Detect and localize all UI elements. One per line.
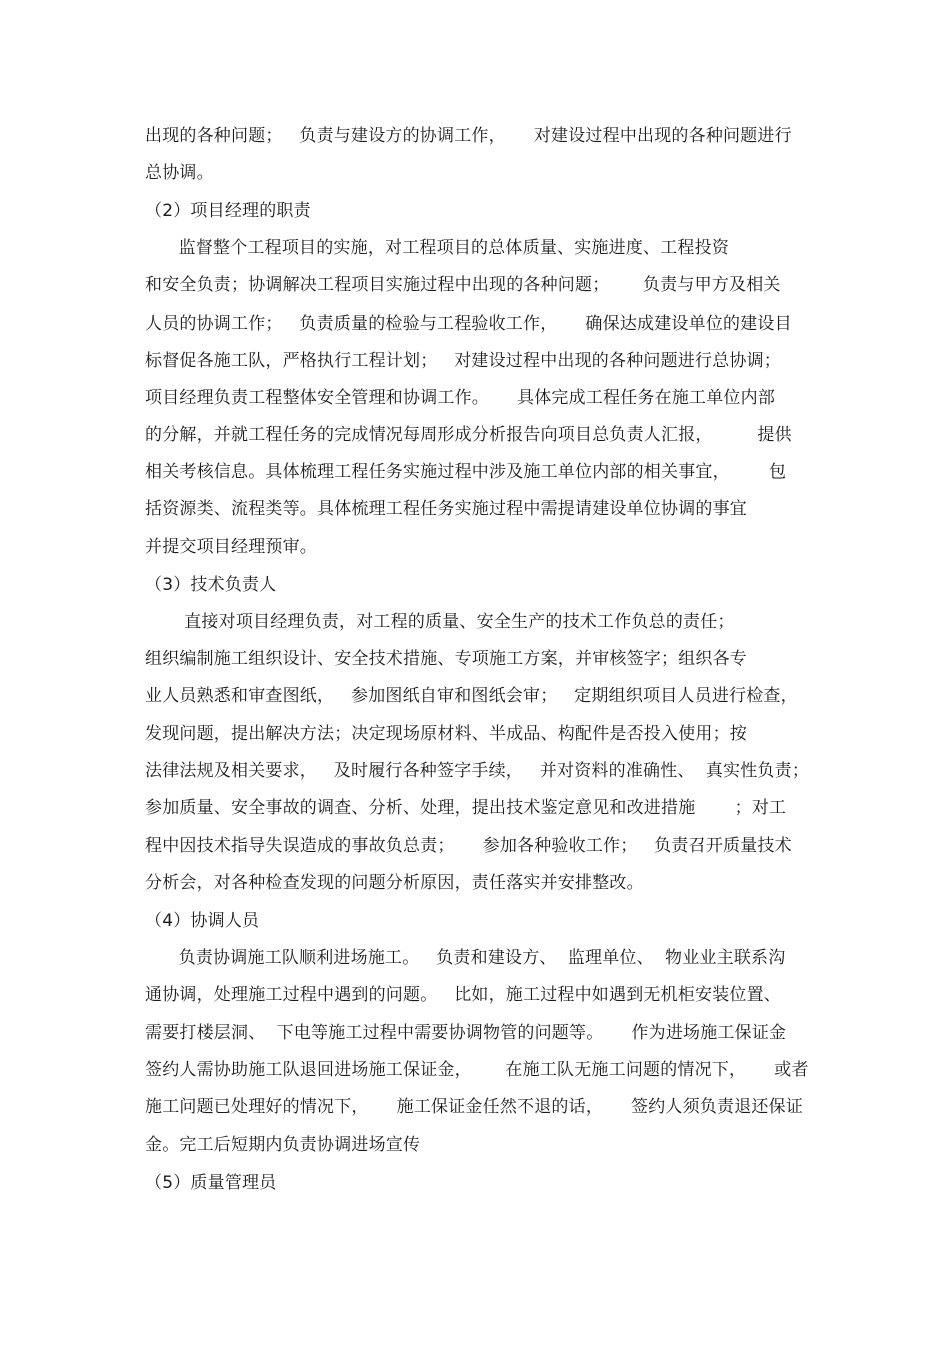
- section-heading: （3）技术负责人: [145, 575, 277, 595]
- paragraph-line: 分析会，对各种检查发现的问题分析原因，责任落实并安排整改。: [145, 873, 644, 893]
- paragraph-line: 发现问题，提出解决方法；决定现场原材料、半成品、构配件是否投入使用；按: [145, 724, 747, 744]
- paragraph-line: 直接对项目经理负责，对工程的质量、安全生产的技术工作负总的责任；: [145, 612, 735, 632]
- paragraph-line: 程中因技术指导失误造成的事故负总责； 参加各种验收工作； 负责召开质量技术: [145, 836, 792, 856]
- paragraph-line: 人员的协调工作； 负责质量的检验与工程验收工作， 确保达成建设单位的建设目: [145, 314, 792, 334]
- paragraph-line: 需要打楼层洞、 下电等施工过程中需要协调物管的问题等。 作为进场施工保证金: [145, 1023, 787, 1043]
- paragraph-line: 标督促各施工队，严格执行工程计划； 对建设过程中出现的各种问题进行总协调；: [145, 351, 782, 371]
- paragraph-line: 相关考核信息。具体梳理工程任务实施过程中涉及施工单位内部的相关事宜， 包: [145, 462, 787, 482]
- paragraph-line: 业人员熟悉和审查图纸， 参加图纸自审和图纸会审； 定期组织项目人员进行检查，: [145, 686, 798, 706]
- paragraph-line: 签约人需协助施工队退回进场施工保证金， 在施工队无施工问题的情况下， 或者: [145, 1060, 809, 1080]
- paragraph-line: 的分解，并就工程任务的完成情况每周形成分析报告向项目总负责人汇报， 提供: [145, 425, 792, 445]
- section-heading: （4）协调人员: [145, 911, 260, 931]
- paragraph-line: 括资源类、流程类等。具体梳理工程任务实施过程中需提请建设单位协调的事宜: [145, 499, 747, 519]
- section-heading: （2）项目经理的职责: [145, 201, 311, 221]
- paragraph-line: 负责协调施工队顺利进场施工。 负责和建设方、 监理单位、 物业业主联系沟: [145, 948, 786, 968]
- paragraph-line: 参加质量、安全事故的调查、分析、处理，提出技术鉴定意见和改进措施 ；对工: [145, 798, 787, 818]
- paragraph-line: 总协调。: [145, 163, 214, 183]
- paragraph-line: 通协调，处理施工过程中遇到的问题。 比如，施工过程中如遇到无机柜安装位置、: [145, 985, 782, 1005]
- paragraph-line: 金。完工后短期内负责协调进场宣传: [145, 1135, 421, 1155]
- paragraph-line: 出现的各种问题； 负责与建设方的协调工作， 对建设过程中出现的各种问题进行: [145, 126, 792, 146]
- section-heading: （5）质量管理员: [145, 1173, 277, 1193]
- paragraph-line: 组织编制施工组织设计、安全技术措施、专项施工方案，并审核签字；组织各专: [145, 649, 747, 669]
- paragraph-line: 施工问题已处理好的情况下， 施工保证金任然不退的话， 签约人须负责退还保证: [145, 1097, 804, 1117]
- paragraph-line: 法律法规及相关要求， 及时履行各种签字手续， 并对资料的准确性、 真实性负责；: [145, 761, 810, 781]
- paragraph-line: 监督整个工程项目的实施，对工程项目的总体质量、实施进度、工程投资: [145, 238, 730, 258]
- paragraph-line: 并提交项目经理预审。: [145, 537, 317, 557]
- paragraph-line: 项目经理负责工程整体安全管理和协调工作。 具体完成工程任务在施工单位内部: [145, 388, 776, 408]
- paragraph-line: 和安全负责；协调解决工程项目实施过程中出现的各种问题； 负责与甲方及相关: [145, 275, 781, 295]
